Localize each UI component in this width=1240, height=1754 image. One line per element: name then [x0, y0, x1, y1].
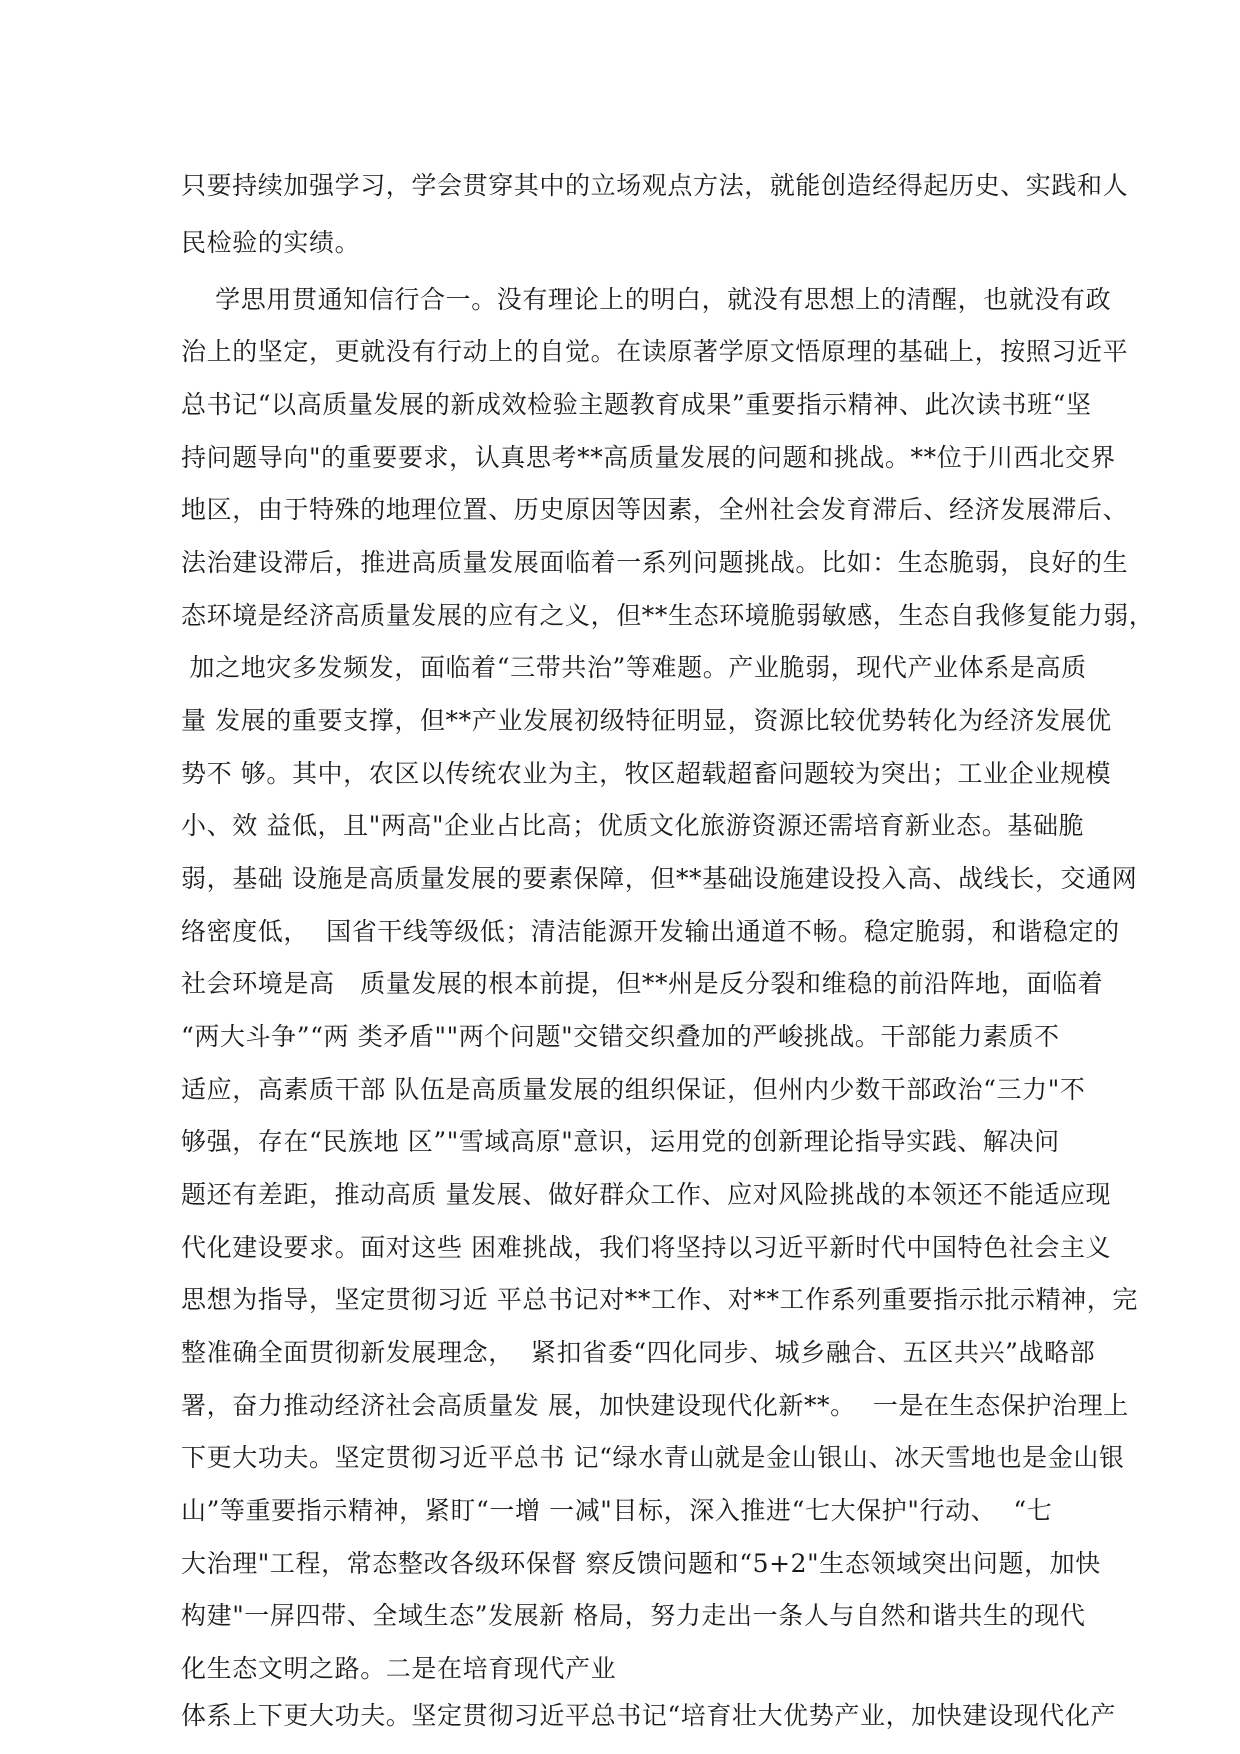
text-line: 民检验的实绩。 — [181, 228, 361, 257]
text-line: 小、效 益低，且"两高"企业占比高；优质文化旅游资源还需培育新业态。基础脆 — [181, 811, 1085, 840]
text-line: 体系上下更大功夫。坚定贯彻习近平总书记“培育壮大优势产业，加快建设现代化产 — [181, 1701, 1116, 1730]
text-line: 适应，高素质干部 队伍是高质量发展的组织保证，但州内少数干部政治“三力"不 — [181, 1075, 1086, 1104]
text-line: 络密度低， 国省干线等级低；清洁能源开发输出通道不畅。稳定脆弱，和谐稳定的 — [181, 917, 1120, 946]
text-line: 题还有差距，推动高质 量发展、做好群众工作、应对风险挑战的本领还不能适应现 — [181, 1180, 1112, 1209]
text-line: 态环境是经济高质量发展的应有之义，但**生态环境脆弱敏感，生态自我修复能力弱， — [181, 601, 1155, 630]
text-line: 势不 够。其中，农区以传统农业为主，牧区超载超畜问题较为突出；工业企业规模 — [181, 759, 1112, 788]
text-line: 只要持续加强学习，学会贯穿其中的立场观点方法，就能创造经得起历史、实践和人 — [181, 171, 1129, 200]
text-line: 够强，存在“民族地 区”"雪域高原"意识，运用党的创新理论指导实践、解决问 — [181, 1127, 1060, 1156]
text-line: 治上的坚定，更就没有行动上的自觉。在读原著学原文悟原理的基础上，按照习近平 — [181, 337, 1129, 366]
text-line: 加之地灾多发频发，面临着“三带共治”等难题。产业脆弱，现代产业体系是高质 — [181, 653, 1087, 682]
text-line: 思想为指导，坚定贯彻习近 平总书记对**工作、对**工作系列重要指示批示精神，完 — [181, 1285, 1138, 1314]
text-line: 大治理"工程，常态整改各级环保督 察反馈问题和“5+2"生态领域突出问题，加快 — [181, 1549, 1101, 1578]
text-line: 地区，由于特殊的地理位置、历史原因等因素，全州社会发育滞后、经济发展滞后、 — [181, 495, 1129, 524]
text-line: 化生态文明之路。二是在培育现代产业 — [181, 1654, 617, 1683]
text-line: 总书记“以高质量发展的新成效检验主题教育成果”重要指示精神、此次读书班“坚 — [181, 390, 1092, 419]
text-line: 量 发展的重要支撑，但**产业发展初级特征明显，资源比较优势转化为经济发展优 — [181, 706, 1112, 735]
text-line: 下更大功夫。坚定贯彻习近平总书 记“绿水青山就是金山银山、冰天雪地也是金山银 — [181, 1443, 1125, 1472]
text-line: 社会环境是高 质量发展的根本前提，但**州是反分裂和维稳的前沿阵地，面临着 — [181, 969, 1104, 998]
text-line: 署，奋力推动经济社会高质量发 展，加快建设现代化新**。 一是在生态保护治理上 — [181, 1391, 1129, 1420]
text-line: 山”等重要指示精神，紧盯“一增 一减"目标，深入推进“七大保护"行动、 “七 — [181, 1496, 1053, 1525]
text-line: 学思用贯通知信行合一。没有理论上的明白，就没有思想上的清醒，也就没有政 — [181, 285, 1112, 314]
text-line: “两大斗争”“两 类矛盾""两个问题"交错交织叠加的严峻挑战。干部能力素质不 — [181, 1022, 1060, 1051]
text-line: 代化建设要求。面对这些 困难挑战，我们将坚持以习近平新时代中国特色社会主义 — [181, 1233, 1112, 1262]
text-line: 弱，基础 设施是高质量发展的要素保障，但**基础设施建设投入高、战线长，交通网 — [181, 864, 1138, 893]
text-line: 持问题导向"的重要要求，认真思考**高质量发展的问题和挑战。**位于川西北交界 — [181, 443, 1116, 472]
text-line: 法治建设滞后，推进高质量发展面临着一系列问题挑战。比如：生态脆弱，良好的生 — [181, 548, 1129, 577]
text-line: 构建"一屏四带、全域生态”发展新 格局，努力走出一条人与自然和谐共生的现代 — [181, 1601, 1086, 1630]
text-line: 整准确全面贯彻新发展理念， 紧扣省委“四化同步、城乡融合、五区共兴”战略部 — [181, 1338, 1096, 1367]
